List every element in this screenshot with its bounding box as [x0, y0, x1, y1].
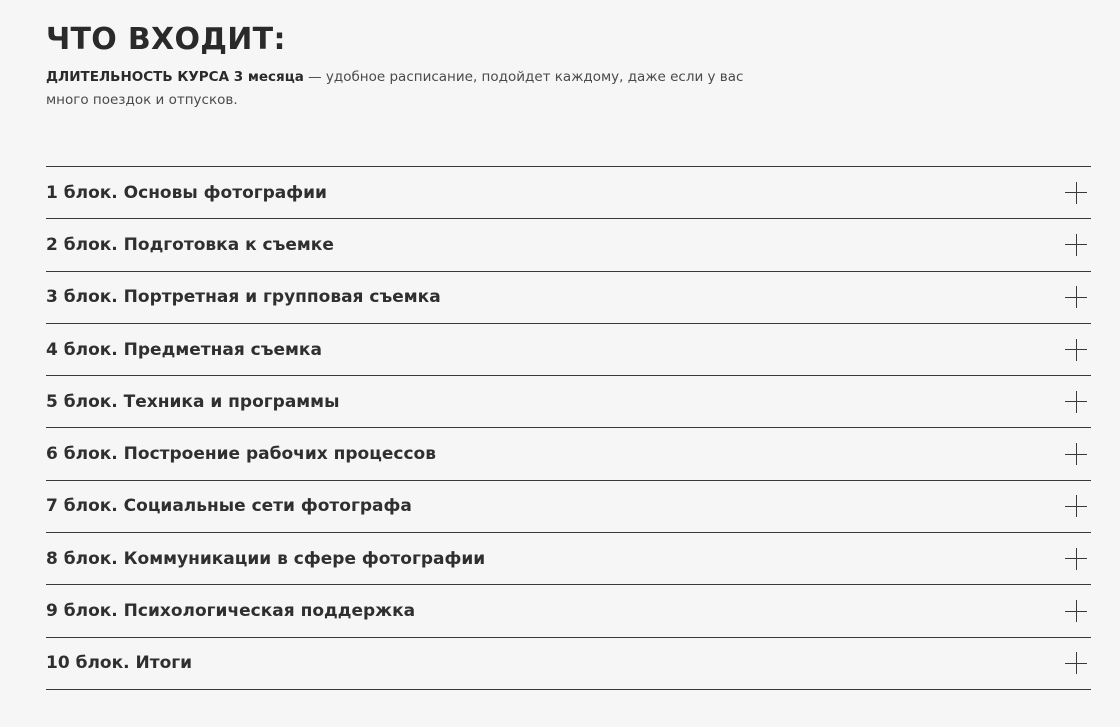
plus-icon[interactable] [1065, 391, 1087, 413]
course-contents-section [46, 0, 1091, 674]
accordion-item-block-9[interactable] [46, 585, 1091, 637]
plus-icon[interactable] [1065, 182, 1087, 204]
accordion-item-label: 9 блок. Психологическая поддержка [46, 601, 416, 622]
accordion-item-label: 2 блок. Подготовка к съемке [46, 234, 334, 255]
plus-icon[interactable] [1065, 495, 1087, 517]
accordion-item-block-10[interactable] [46, 638, 1091, 690]
plus-icon[interactable] [1065, 652, 1087, 674]
course-duration-description [46, 66, 746, 112]
accordion-item-label: 5 блок. Техника и программы [46, 391, 340, 412]
accordion-item-label: 8 блок. Коммуникации в сфере фотографии [46, 548, 486, 569]
accordion-item-block-6[interactable] [46, 428, 1091, 480]
accordion-item-label: 6 блок. Построение рабочих процессов [46, 444, 436, 465]
plus-icon[interactable] [1065, 443, 1087, 465]
course-duration-label: ДЛИТЕЛЬНОСТЬ КУРСА 3 месяца [46, 69, 304, 85]
plus-icon[interactable] [1065, 286, 1087, 308]
accordion-item-label: 4 блок. Предметная съемка [46, 339, 322, 360]
course-duration-text: — удобное расписание, подойдет каждому, даже если у вас много поездок и отпусков. [46, 69, 744, 108]
accordion-item-label: 3 блок. Портретная и групповая съемка [46, 287, 441, 308]
accordion-item-label: 1 блок. Основы фотографии [46, 182, 327, 203]
plus-icon[interactable] [1065, 548, 1087, 570]
accordion-item-label: 7 блок. Социальные сети фотографа [46, 496, 412, 517]
accordion-item-block-3[interactable] [46, 272, 1091, 324]
accordion-item-block-8[interactable] [46, 533, 1091, 585]
plus-icon[interactable] [1065, 339, 1087, 361]
accordion-item-block-4[interactable] [46, 324, 1091, 376]
course-blocks-accordion [46, 166, 1091, 690]
accordion-item-block-2[interactable] [46, 219, 1091, 271]
section-title: ЧТО ВХОДИТ: [46, 22, 286, 57]
accordion-item-block-7[interactable] [46, 481, 1091, 533]
accordion-item-block-1[interactable] [46, 167, 1091, 219]
plus-icon[interactable] [1065, 600, 1087, 622]
accordion-item-block-5[interactable] [46, 376, 1091, 428]
plus-icon[interactable] [1065, 234, 1087, 256]
accordion-item-label: 10 блок. Итоги [46, 653, 193, 674]
